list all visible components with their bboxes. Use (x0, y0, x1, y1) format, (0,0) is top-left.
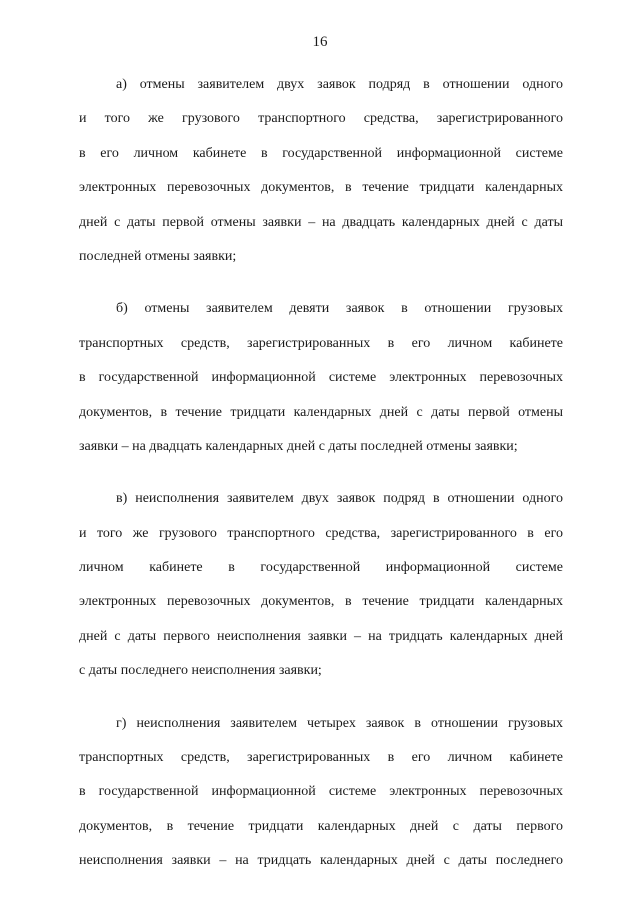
text-line: последней отмены заявки; (79, 248, 237, 264)
text-line: документов, в течение тридцати календарных дней с даты первого (79, 818, 563, 834)
text-line: документов, в течение тридцати календарных дней с даты первой отмены (79, 404, 563, 420)
text-line: неисполнения заявки – на тридцать календарных дней с даты последнего (79, 853, 563, 869)
text-line: в государственной информационной системе электронных перевозочных (79, 370, 563, 386)
text-line: и того же грузового транспортного средства, зарегистрированного в его (79, 525, 563, 541)
text-line: заявки – на двадцать календарных дней с даты последней отмены заявки; (79, 438, 518, 454)
text-line: электронных перевозочных документов, в течение тридцати календарных (79, 180, 563, 196)
text-line: дней с даты первой отмены заявки – на двадцать календарных дней с даты (79, 214, 563, 230)
paragraph-b (79, 292, 563, 464)
text-line: г) неисполнения заявителем четырех заявок в отношении грузовых (116, 715, 563, 731)
document-body (79, 68, 563, 897)
text-line: транспортных средств, зарегистрированных в его личном кабинете (79, 750, 563, 766)
text-line: и того же грузового транспортного средства, зарегистрированного (79, 111, 563, 127)
text-line: электронных перевозочных документов, в течение тридцати календарных (79, 594, 563, 610)
paragraph-a (79, 68, 563, 274)
text-line: в) неисполнения заявителем двух заявок подряд в отношении одного (116, 491, 563, 507)
paragraph-v (79, 482, 563, 688)
text-line: а) отмены заявителем двух заявок подряд в отношении одного (116, 77, 563, 92)
text-line: б) отмены заявителем девяти заявок в отношении грузовых (116, 301, 563, 317)
text-line: транспортных средств, зарегистрированных в его личном кабинете (79, 335, 563, 351)
text-line: в государственной информационной системе электронных перевозочных (79, 784, 563, 800)
text-line: дней с даты первого неисполнения заявки – на тридцать календарных дней (79, 628, 563, 644)
page-number: 16 (312, 34, 328, 50)
paragraph-g (79, 707, 563, 879)
text-line: личном кабинете в государственной информационной системе (79, 560, 563, 576)
text-line: в его личном кабинете в государственной информационной системе (79, 145, 563, 161)
text-line: с даты последнего неисполнения заявки; (79, 663, 322, 679)
